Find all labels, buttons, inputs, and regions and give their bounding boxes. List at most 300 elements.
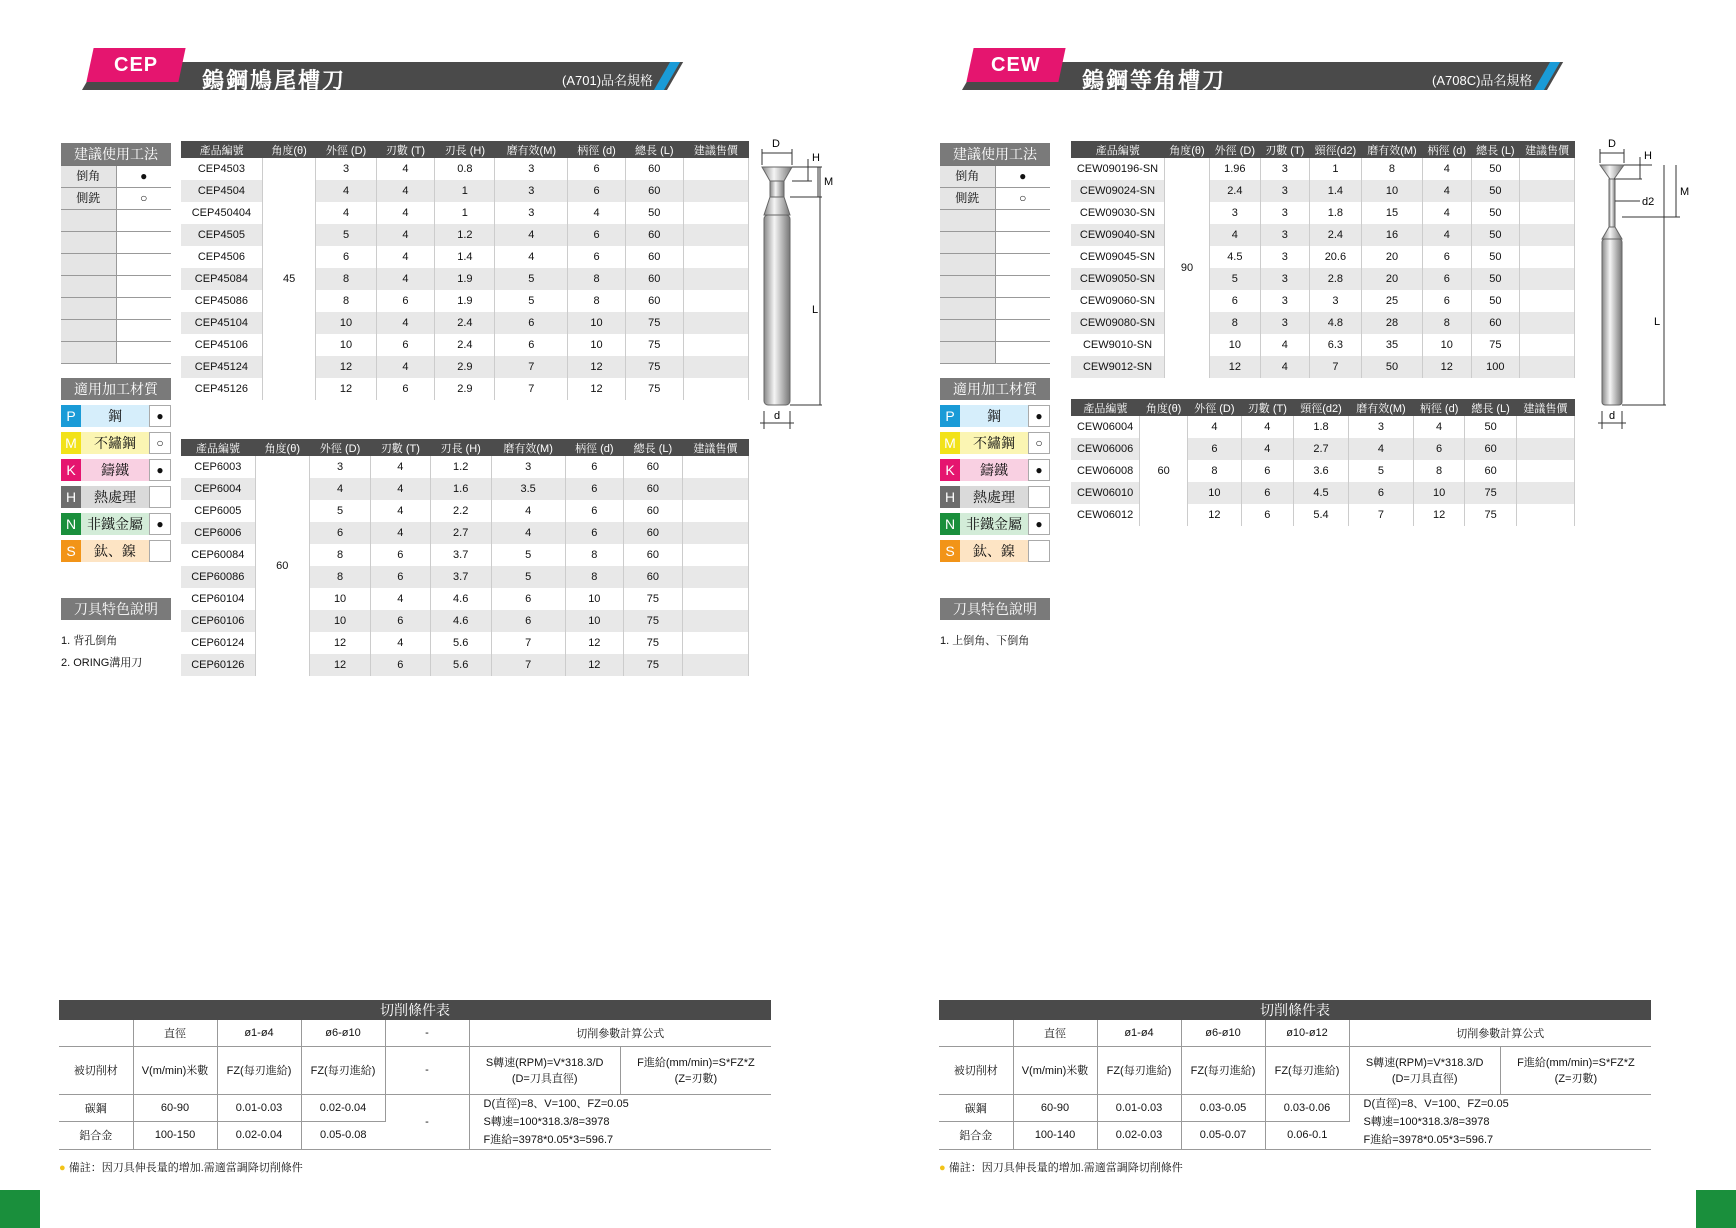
table-cell: CEW09060-SN <box>1071 290 1164 312</box>
table-cell: 10 <box>1361 180 1422 202</box>
table-cell: 60 <box>624 478 683 500</box>
dim-M: M <box>1680 186 1690 198</box>
method-mark: ● <box>1019 169 1027 183</box>
table-cell: 4 <box>1423 202 1472 224</box>
table-cell: CEP45104 <box>181 312 262 334</box>
table-cell: 60 <box>624 522 683 544</box>
column-header: 總長 (L) <box>1465 399 1516 416</box>
material-letter: N <box>61 513 81 535</box>
column-header: 刃長 (H) <box>435 141 495 158</box>
dim-M: M <box>824 176 834 188</box>
table-cell: 4 <box>376 356 435 378</box>
badge-cep: CEP <box>86 48 185 82</box>
table-cell: CEP60126 <box>181 654 255 676</box>
column-header: 產品編號 <box>181 439 255 456</box>
table-cell: CEP60084 <box>181 544 255 566</box>
material-letter: S <box>940 540 960 562</box>
table-cell: 4 <box>1260 356 1309 378</box>
bulb-icon: ● <box>939 1162 946 1174</box>
table-cell: 4 <box>495 246 568 268</box>
table-cell: CEW09050-SN <box>1071 268 1164 290</box>
method-row <box>61 320 171 342</box>
dim-L: L <box>812 304 819 316</box>
method-row <box>61 210 171 232</box>
column-header: 柄徑 (d) <box>1413 399 1464 416</box>
features-header: 刀具特色說明 <box>940 598 1050 620</box>
table-cell: 6 <box>376 290 435 312</box>
table-cell: 2.7 <box>1293 438 1348 460</box>
method-mark <box>117 342 172 363</box>
table-cell: 3 <box>1260 312 1309 334</box>
left-memo: ● 備註：因刀具伸長量的增加.需適當調降切削條件 <box>59 1162 303 1174</box>
table-cell <box>1520 334 1575 356</box>
right-banner <box>942 48 1562 92</box>
features-list <box>940 632 1050 648</box>
table-cell: 75 <box>624 654 683 676</box>
column-header: 建議售價 <box>683 141 748 158</box>
material-letter: N <box>940 513 960 535</box>
table-cell: 8 <box>565 544 624 566</box>
column-header: 外徑 (D) <box>310 439 371 456</box>
bulb-icon: ● <box>59 1162 66 1174</box>
table-cell: CEP60106 <box>181 610 255 632</box>
method-name <box>940 276 996 297</box>
table-cell: 4 <box>1241 438 1293 460</box>
materials-list <box>61 405 171 562</box>
table-cell: 1.96 <box>1210 158 1261 180</box>
table-cell: 4 <box>1188 416 1242 438</box>
table-cell: CEP60104 <box>181 588 255 610</box>
table-cell: 3 <box>491 456 565 478</box>
table-cell: 4 <box>1423 224 1472 246</box>
feature-note: 1. 上倒角、下倒角 <box>940 635 1030 647</box>
table-cell: 6 <box>568 180 626 202</box>
method-name <box>940 254 996 275</box>
method-mark <box>996 342 1051 363</box>
table-cell: 6 <box>371 566 430 588</box>
right-sidebar <box>940 143 1050 648</box>
table-cell <box>1516 438 1574 460</box>
table-cell: 6 <box>568 158 626 180</box>
material-name: 熱處理 <box>81 486 149 508</box>
column-header: 柄徑 (d) <box>568 141 626 158</box>
column-header: 頸徑(d2) <box>1309 141 1361 158</box>
method-row <box>61 342 171 364</box>
table-cell: 3 <box>495 158 568 180</box>
method-mark <box>996 232 1051 253</box>
table-cell: 3 <box>1260 224 1309 246</box>
table-cell: 3 <box>1260 246 1309 268</box>
material-row <box>940 540 1050 562</box>
method-name <box>940 232 996 253</box>
material-row <box>940 432 1050 454</box>
table-cell: 6 <box>491 610 565 632</box>
table-cell: 6 <box>371 544 430 566</box>
table-cell <box>683 290 748 312</box>
dim-H: H <box>1644 150 1652 162</box>
method-name <box>61 276 117 297</box>
badge-cew: CEW <box>966 48 1065 82</box>
table-cell <box>682 522 748 544</box>
material-mark <box>149 486 171 508</box>
table-cell: 3 <box>1260 158 1309 180</box>
column-header: 刃數 (T) <box>1241 399 1293 416</box>
column-header: 外徑 (D) <box>1210 141 1261 158</box>
table-cell: 5 <box>495 290 568 312</box>
table-cell: 12 <box>316 356 376 378</box>
table-cell: 16 <box>1361 224 1422 246</box>
table-cell <box>1520 202 1575 224</box>
method-row <box>61 254 171 276</box>
table-cell: 6 <box>1210 290 1261 312</box>
table-cell: 60 <box>1465 460 1516 482</box>
column-header: 磨有效(M) <box>495 141 568 158</box>
table-cell: 8 <box>1210 312 1261 334</box>
table-cell: 6 <box>316 246 376 268</box>
table-row <box>1071 356 1575 378</box>
table-cell: 12 <box>565 654 624 676</box>
column-header: 角度(θ) <box>262 141 316 158</box>
table-row <box>1071 224 1575 246</box>
table-cell: 2.8 <box>1309 268 1361 290</box>
table-cell: 5 <box>495 268 568 290</box>
table-cell: 50 <box>1471 224 1520 246</box>
material-mark: ● <box>149 405 171 427</box>
dim-H: H <box>812 152 820 164</box>
table-cell: 50 <box>1471 158 1520 180</box>
dim-d: d <box>774 410 781 422</box>
table-cell: 4 <box>491 500 565 522</box>
material-row <box>61 513 171 535</box>
table-cell: 2.4 <box>435 334 495 356</box>
table-cell: 10 <box>316 312 376 334</box>
table-cell: 60 <box>624 456 683 478</box>
left-sidebar <box>61 143 171 670</box>
table-cell: 50 <box>1471 180 1520 202</box>
dim-D: D <box>1608 138 1616 150</box>
table-cell <box>683 202 748 224</box>
column-header: 外徑 (D) <box>1188 399 1242 416</box>
table-cell: 4.5 <box>1210 246 1261 268</box>
table-cell <box>682 456 748 478</box>
material-letter: P <box>940 405 960 427</box>
table-row <box>1071 290 1575 312</box>
column-header: 柄徑 (d) <box>1423 141 1472 158</box>
method-mark: ○ <box>1019 191 1027 205</box>
dim-d: d <box>1609 410 1616 422</box>
method-mark <box>117 254 172 275</box>
table-cell: 10 <box>568 334 626 356</box>
table-cell: 12 <box>316 378 376 400</box>
cutting-title: 切削條件表 <box>939 1000 1651 1020</box>
column-header: 外徑 (D) <box>316 141 376 158</box>
table-cell: CEW06012 <box>1071 504 1140 526</box>
table-cell: CEW09040-SN <box>1071 224 1164 246</box>
table-cell: 1.4 <box>1309 180 1361 202</box>
table-cell: 60 <box>625 246 683 268</box>
material-name: 鑄鐵 <box>960 459 1028 481</box>
table-cell: 7 <box>495 378 568 400</box>
method-row <box>61 188 171 210</box>
table-cell: 5 <box>316 224 376 246</box>
table-cell: 75 <box>624 588 683 610</box>
table-cell <box>1520 180 1575 202</box>
column-header: 建議售價 <box>682 439 748 456</box>
table-cell: 2.4 <box>1309 224 1361 246</box>
material-letter: S <box>61 540 81 562</box>
method-row <box>61 298 171 320</box>
angle-cell: 60 <box>255 456 309 676</box>
table-cell: 60 <box>624 544 683 566</box>
left-cutting-table: 切削條件表 直徑 ø1-ø4 ø6-ø10 - 切削參數計算公式 被切削材 V(m/min)米數 FZ(每刃進給) FZ(每刃進給) - S轉速(RPM)=V*318.3/D (D=刀具直徑) F進給(mm/min)=S*FZ*Z (Z=刃數) 碳鋼 60-90 0.01-0.03 0.02-0.04 - D(直徑)=8、V=100、FZ=0.05 S轉速=100*318.3/8=3978 F進給=3978*0.05*3=596.7 鋁合金 100-150 0.02-0.04 0.05-0.08 <box>59 1000 771 1150</box>
column-header: 建議售價 <box>1520 141 1575 158</box>
material-mark: ● <box>149 513 171 535</box>
material-name: 鈦、鎳 <box>81 540 149 562</box>
table-cell: 12 <box>1188 504 1242 526</box>
table-cell: CEW09030-SN <box>1071 202 1164 224</box>
table-cell: 50 <box>1471 290 1520 312</box>
angle-cell: 45 <box>262 158 316 400</box>
table-cell: 75 <box>625 356 683 378</box>
table-row <box>1071 158 1575 180</box>
table-cell: 60 <box>624 500 683 522</box>
material-mark: ○ <box>1028 432 1050 454</box>
table-cell: 50 <box>1471 246 1520 268</box>
method-name <box>61 232 117 253</box>
table-cell: 50 <box>1471 202 1520 224</box>
table-cell <box>682 610 748 632</box>
column-header: 產品編號 <box>1071 399 1140 416</box>
material-name: 不鏽鋼 <box>81 432 149 454</box>
materials-header: 適用加工材質 <box>940 378 1050 400</box>
right-code: (A708C)品名規格 <box>1432 73 1533 88</box>
material-name: 非鐵金屬 <box>81 513 149 535</box>
table-cell: 6 <box>495 312 568 334</box>
table-cell: CEW06008 <box>1071 460 1140 482</box>
method-row <box>940 298 1050 320</box>
method-mark <box>117 276 172 297</box>
table-cell: 10 <box>1188 482 1242 504</box>
table-cell: 4 <box>371 522 430 544</box>
table-row <box>181 456 749 478</box>
dim-d2: d2 <box>1642 196 1655 208</box>
column-header: 角度(θ) <box>1164 141 1209 158</box>
table-cell: 6 <box>376 378 435 400</box>
table-cell <box>682 500 748 522</box>
table-cell: 4 <box>1423 180 1472 202</box>
dim-L: L <box>1654 316 1661 328</box>
table-cell: 1 <box>1309 158 1361 180</box>
table-cell: CEP6004 <box>181 478 255 500</box>
table-cell: 75 <box>625 378 683 400</box>
table-cell <box>1516 460 1574 482</box>
material-name: 鑄鐵 <box>81 459 149 481</box>
material-row <box>61 432 171 454</box>
table-cell: 35 <box>1361 334 1422 356</box>
material-row <box>940 513 1050 535</box>
table-cell: 4 <box>1210 224 1261 246</box>
methods-table <box>61 165 171 364</box>
table-cell: CEP60086 <box>181 566 255 588</box>
table-cell: 10 <box>568 312 626 334</box>
column-header: 刃數 (T) <box>376 141 435 158</box>
table-cell: 4 <box>310 478 371 500</box>
table-cell: 3 <box>495 180 568 202</box>
table-cell: CEP4504 <box>181 180 262 202</box>
table-cell: 7 <box>495 356 568 378</box>
table-cell <box>682 588 748 610</box>
table-cell <box>683 180 748 202</box>
table-cell: 6 <box>1423 268 1472 290</box>
table-cell: 8 <box>316 268 376 290</box>
method-name <box>61 298 117 319</box>
cutting-title: 切削條件表 <box>59 1000 771 1020</box>
table-cell: 10 <box>565 610 624 632</box>
material-row <box>940 459 1050 481</box>
table-cell: 3 <box>1309 290 1361 312</box>
method-name: 側銑 <box>940 188 996 209</box>
material-letter: K <box>61 459 81 481</box>
table-cell: 2.4 <box>1210 180 1261 202</box>
table-cell <box>683 224 748 246</box>
table-cell: 4 <box>376 246 435 268</box>
table-cell: 1 <box>435 202 495 224</box>
table-cell: 0.8 <box>435 158 495 180</box>
table-cell: 12 <box>568 378 626 400</box>
table-cell: CEP45126 <box>181 378 262 400</box>
table-cell: 4 <box>371 632 430 654</box>
table-row <box>181 158 749 180</box>
table-cell <box>682 566 748 588</box>
table-cell: 4 <box>1241 416 1293 438</box>
angle-cell: 90 <box>1164 158 1209 378</box>
column-header: 總長 (L) <box>625 141 683 158</box>
material-row <box>61 540 171 562</box>
method-name <box>61 320 117 341</box>
material-name: 熱處理 <box>960 486 1028 508</box>
right-page-tab <box>1696 1190 1736 1228</box>
left-title: 鎢鋼鳩尾槽刀 <box>202 68 347 93</box>
table-cell: 8 <box>568 268 626 290</box>
material-mark: ● <box>1028 459 1050 481</box>
table-cell <box>682 478 748 500</box>
table-cell: 6 <box>1241 460 1293 482</box>
column-header: 磨有效(M) <box>1349 399 1414 416</box>
table-cell: 100 <box>1471 356 1520 378</box>
table-cell: 5 <box>491 544 565 566</box>
method-mark <box>117 320 172 341</box>
column-header: 刃數 (T) <box>371 439 430 456</box>
table-cell: 8 <box>316 290 376 312</box>
table-cell: CEW06006 <box>1071 438 1140 460</box>
left-code: (A701)品名規格 <box>562 73 654 88</box>
left-banner <box>62 48 682 92</box>
table-cell: 75 <box>624 610 683 632</box>
table-cell: 4 <box>1413 416 1464 438</box>
table-cell: 2.2 <box>430 500 491 522</box>
features-header: 刀具特色說明 <box>61 598 171 620</box>
method-mark <box>996 298 1051 319</box>
table-cell: 5 <box>1349 460 1414 482</box>
column-header: 磨有效(M) <box>1361 141 1422 158</box>
table-cell: 1.2 <box>430 456 491 478</box>
table-cell: 8 <box>1188 460 1242 482</box>
method-row <box>61 276 171 298</box>
method-mark <box>117 232 172 253</box>
table-row <box>1071 202 1575 224</box>
table-cell: 6 <box>495 334 568 356</box>
method-name <box>940 342 996 363</box>
table-cell: CEP6006 <box>181 522 255 544</box>
methods-table <box>940 165 1050 364</box>
features-list <box>61 632 171 670</box>
table-cell: 20 <box>1361 246 1422 268</box>
table-cell: CEW090196-SN <box>1071 158 1164 180</box>
material-mark: ● <box>1028 513 1050 535</box>
material-name: 非鐵金屬 <box>960 513 1028 535</box>
material-letter: K <box>940 459 960 481</box>
table-cell: 4 <box>371 588 430 610</box>
column-header: 總長 (L) <box>1471 141 1520 158</box>
material-mark <box>149 540 171 562</box>
material-letter: M <box>61 432 81 454</box>
table-cell: 50 <box>1465 416 1516 438</box>
table-header-row <box>181 141 749 158</box>
table-cell: 60 <box>625 224 683 246</box>
table-cell: 4 <box>568 202 626 224</box>
material-mark: ● <box>1028 405 1050 427</box>
method-row <box>940 210 1050 232</box>
table-header-row <box>181 439 749 456</box>
table-cell: 6 <box>1423 246 1472 268</box>
table-cell: 10 <box>565 588 624 610</box>
dovetail-cutter-diagram <box>750 135 845 440</box>
table-cell <box>1516 482 1574 504</box>
table-cell: 6 <box>371 610 430 632</box>
table-cell: 4 <box>371 478 430 500</box>
material-row <box>61 459 171 481</box>
table-cell: 12 <box>310 654 371 676</box>
table-cell: 60 <box>625 290 683 312</box>
table-cell <box>1520 268 1575 290</box>
table-cell: CEP4503 <box>181 158 262 180</box>
method-mark <box>996 320 1051 341</box>
method-mark <box>996 254 1051 275</box>
table-cell: 4 <box>376 268 435 290</box>
table-cell: 6 <box>565 522 624 544</box>
table-cell: 3 <box>1349 416 1414 438</box>
table-cell: 6 <box>568 224 626 246</box>
methods-header: 建議使用工法 <box>61 143 171 165</box>
cep-table-60 <box>181 439 749 676</box>
table-cell: 4 <box>371 456 430 478</box>
table-cell: CEW06004 <box>1071 416 1140 438</box>
table-cell: 3 <box>1260 202 1309 224</box>
column-header: 磨有效(M) <box>491 439 565 456</box>
table-cell: 20.6 <box>1309 246 1361 268</box>
table-cell: 8 <box>565 566 624 588</box>
table-cell <box>683 268 748 290</box>
table-cell <box>682 632 748 654</box>
method-name: 側銑 <box>61 188 117 209</box>
table-cell: 6 <box>310 522 371 544</box>
material-row <box>940 486 1050 508</box>
table-cell: 6 <box>1241 504 1293 526</box>
table-cell: 50 <box>1361 356 1422 378</box>
table-cell: 3 <box>310 456 371 478</box>
methods-header: 建議使用工法 <box>940 143 1050 165</box>
feature-note: 1. 背孔倒角 <box>61 635 118 647</box>
